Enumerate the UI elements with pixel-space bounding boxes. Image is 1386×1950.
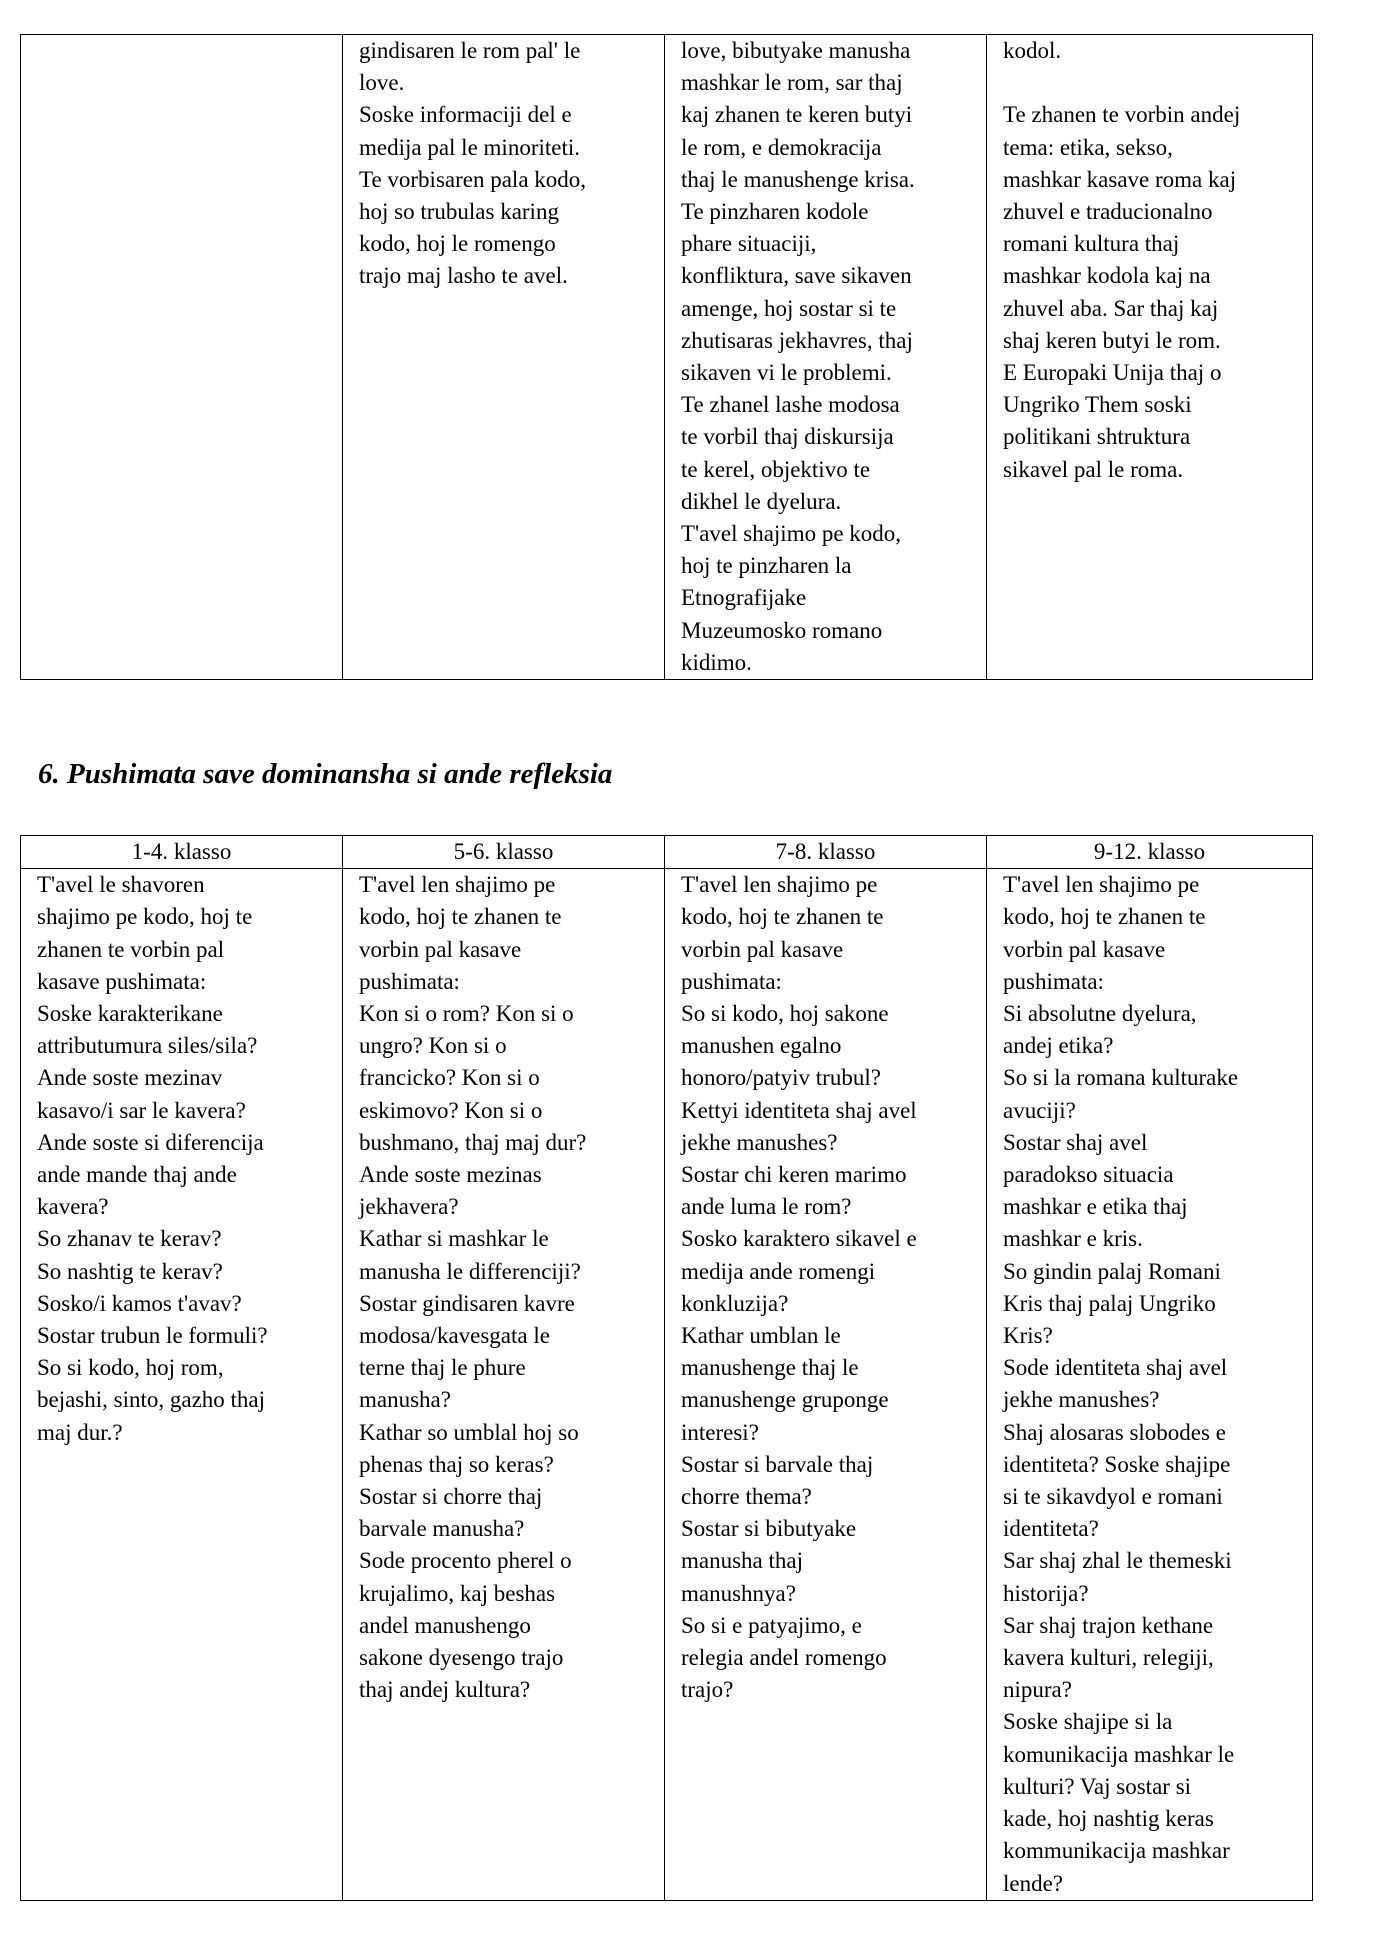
cell-line: Ande soste mezinas <box>359 1162 542 1188</box>
cell-line: kavera? <box>37 1194 109 1220</box>
cell-line: terne thaj le phure <box>359 1355 526 1381</box>
cell-line: Soske shajipe si la <box>1003 1709 1173 1735</box>
cell-line: T'avel len shajimo pe <box>359 872 556 898</box>
cell-line: phenas thaj so keras? <box>359 1451 554 1477</box>
cell-line: avuciji? <box>1003 1097 1076 1123</box>
cell-line: Sar shaj zhal le themeski <box>1003 1548 1232 1574</box>
cell-line: Kris thaj palaj Ungriko <box>1003 1290 1216 1316</box>
section-heading: 6. Pushimata save dominansha si ande refleksia <box>38 758 613 790</box>
cell-line: nipura? <box>1003 1677 1072 1703</box>
cell-line: Kathar so umblal hoj so <box>359 1419 579 1445</box>
cell-line: komunikacija mashkar le <box>1003 1741 1235 1767</box>
cell-line: le rom, e demokracija <box>681 134 882 160</box>
cell-line: Soske karakterikane <box>37 1001 223 1027</box>
column-header: 7-8. klasso <box>665 836 987 869</box>
cell-line: So gindin palaj Romani <box>1003 1258 1221 1284</box>
cell-line: zhuvel e traducionalno <box>1003 199 1213 224</box>
cell-line: love. <box>359 70 405 96</box>
cell-line: kade, hoj nashtig keras <box>1003 1806 1214 1832</box>
cell-line: amenge, hoj sostar si te <box>681 295 897 321</box>
cell-line: Sar shaj trajon kethane <box>1003 1612 1214 1638</box>
cell-line: francicko? Kon si o <box>359 1065 540 1091</box>
cell-line: krujalimo, kaj beshas <box>359 1580 556 1606</box>
cell-line: Kettyi identiteta shaj avel <box>681 1097 917 1123</box>
cell-line: trajo? <box>681 1677 734 1703</box>
cell-line: vorbin pal kasave <box>1003 936 1166 962</box>
cell-line: tema: etika, sekso, <box>1003 134 1173 160</box>
cell-line: ungro? Kon si o <box>359 1033 507 1059</box>
cell-line: Muzeumosko romano <box>681 617 883 643</box>
cell-line: paradokso situacia <box>1003 1162 1174 1188</box>
cell-line: So si kodo, hoj sakone <box>681 1001 889 1027</box>
cell-line: zhuvel aba. Sar thaj kaj <box>1003 295 1219 321</box>
cell-line: si te sikavdyol e romani <box>1003 1484 1223 1510</box>
cell-line: Sostar si barvale thaj <box>681 1451 874 1477</box>
cell-line: attributumura siles/sila? <box>37 1033 258 1059</box>
cell-line: Te pinzharen kodole <box>681 199 869 225</box>
cell-line: So nashtig te kerav? <box>37 1258 223 1284</box>
cell-line: mashkar le rom, sar thaj <box>681 70 903 96</box>
cell-line: kasave pushimata: <box>37 968 207 994</box>
cell-line: manusha le differenciji? <box>359 1258 581 1284</box>
cell-line: politikani shtruktura <box>1003 424 1191 450</box>
cell-line: konfliktura, save sikaven <box>681 263 912 289</box>
cell-line: Sode procento pherel o <box>359 1548 572 1574</box>
cell-line: pushimata: <box>1003 968 1104 994</box>
cell-line: So si la romana kulturake <box>1003 1065 1239 1091</box>
cell-line: bejashi, sinto, gazho thaj <box>37 1387 266 1413</box>
cell-line: maj dur.? <box>37 1419 123 1445</box>
cell-line: kidimo. <box>681 649 752 675</box>
table-cell <box>987 869 1313 1901</box>
cell-line: sikavel pal le roma. <box>1003 456 1184 482</box>
cell-line: medija ande romengi <box>681 1258 876 1284</box>
cell-line: T'avel shajimo pe kodo, <box>681 521 902 547</box>
cell-line: konkluzija? <box>681 1290 789 1316</box>
cell-line: kodo, hoj te zhanen te <box>359 904 562 930</box>
cell-line: chorre thema? <box>681 1484 812 1510</box>
table-header-row <box>21 836 1313 869</box>
cell-line: sakone dyesengo trajo <box>359 1645 564 1671</box>
cell-line: kodo, hoj te zhanen te <box>1003 904 1206 930</box>
cell-line: So si kodo, hoj rom, <box>37 1355 224 1381</box>
cell-line: jekhavera? <box>359 1194 459 1220</box>
cell-line: T'avel le shavoren <box>37 872 205 898</box>
cell-line: Sostar shaj avel <box>1003 1129 1148 1155</box>
cell-line: romani kultura thaj <box>1003 231 1180 257</box>
cell-line: So si e patyajimo, e <box>681 1612 862 1638</box>
table-cell <box>343 869 665 1901</box>
cell-line: honoro/patyiv trubul? <box>681 1065 881 1091</box>
cell-line: T'avel len shajimo pe <box>1003 872 1200 898</box>
cell-line: Etnografijake <box>681 585 807 611</box>
cell-line: gindisaren le rom pal' le <box>359 38 581 63</box>
cell-line: shajimo pe kodo, hoj te <box>37 904 253 930</box>
cell-line: T'avel len shajimo pe <box>681 872 878 898</box>
cell-line: Kathar si mashkar le <box>359 1226 549 1252</box>
cell-line: jekhe manushes? <box>681 1129 838 1155</box>
cell-line: thaj le manushenge krisa. <box>681 166 915 192</box>
cell-line: vorbin pal kasave <box>681 936 844 962</box>
cell-line: Te zhanen te vorbin andej <box>1003 102 1241 128</box>
cell-line: Sode identiteta shaj avel <box>1003 1355 1228 1381</box>
cell-line: ande luma le rom? <box>681 1194 852 1220</box>
cell-line: jekhe manushes? <box>1003 1387 1160 1413</box>
cell-line: kavera kulturi, relegiji, <box>1003 1645 1214 1671</box>
cell-line: identiteta? <box>1003 1516 1099 1542</box>
cell-line: kodol. <box>1003 38 1062 63</box>
cell-line: manusha? <box>359 1387 451 1413</box>
cell-line: manushnya? <box>681 1580 796 1606</box>
table-cell <box>987 35 1313 680</box>
cell-line: andel manushengo <box>359 1612 531 1638</box>
cell-line: zhanen te vorbin pal <box>37 936 225 962</box>
table-row <box>21 35 1313 680</box>
cell-line: mashkar e etika thaj <box>1003 1194 1188 1220</box>
cell-line: te vorbil thaj diskursija <box>681 424 894 450</box>
cell-line: Kris? <box>1003 1323 1053 1349</box>
cell-line: Kathar umblan le <box>681 1323 841 1349</box>
cell-line: Ande soste mezinav <box>37 1065 223 1091</box>
cell-line: medija pal le minoriteti. <box>359 134 580 160</box>
cell-line: barvale manusha? <box>359 1516 525 1542</box>
cell-line: eskimovo? Kon si o <box>359 1097 543 1123</box>
column-header: 9-12. klasso <box>987 836 1313 869</box>
cell-line: Kon si o rom? Kon si o <box>359 1001 574 1027</box>
cell-line: identiteta? Soske shajipe <box>1003 1451 1231 1477</box>
table-cell <box>665 35 987 680</box>
cell-line: shaj keren butyi le rom. <box>1003 327 1221 353</box>
cell-line: kasavo/i sar le kavera? <box>37 1097 246 1123</box>
cell-line: Sostar gindisaren kavre <box>359 1290 575 1316</box>
table-row <box>21 869 1313 1901</box>
cell-line: Ande soste si diferencija <box>37 1129 264 1155</box>
cell-line: Sostar si bibutyake <box>681 1516 857 1542</box>
table-cell <box>343 35 665 680</box>
cell-line: Sosko karaktero sikavel e <box>681 1226 917 1252</box>
cell-line: dikhel le dyelura. <box>681 488 842 514</box>
cell-line: kodo, hoj le romengo <box>359 231 556 257</box>
cell-line: Sostar si chorre thaj <box>359 1484 543 1510</box>
cell-line: Te vorbisaren pala kodo, <box>359 166 587 192</box>
cell-line: So zhanav te kerav? <box>37 1226 222 1252</box>
cell-line: ande mande thaj ande <box>37 1162 237 1188</box>
cell-line: hoj te pinzharen la <box>681 553 852 579</box>
table-cell <box>21 869 343 1901</box>
cell-line: manusha thaj <box>681 1548 803 1574</box>
cell-line: kommunikacija mashkar <box>1003 1838 1230 1864</box>
cell-line: trajo maj lasho te avel. <box>359 263 568 289</box>
cell-line: Sostar chi keren marimo <box>681 1162 907 1188</box>
continuation-table <box>20 34 1313 680</box>
cell-line: pushimata: <box>359 968 460 994</box>
cell-line: hoj so trubulas karing <box>359 199 559 225</box>
cell-line: Ungriko Them soski <box>1003 392 1192 418</box>
cell-line: Shaj alosaras slobodes e <box>1003 1419 1226 1445</box>
cell-line: Sosko/i kamos t'avav? <box>37 1290 242 1316</box>
cell-line: historija? <box>1003 1580 1089 1606</box>
cell-line: love, bibutyake manusha <box>681 38 911 63</box>
table-cell <box>665 869 987 1901</box>
cell-line: mashkar kodola kaj na <box>1003 263 1211 289</box>
cell-line: lende? <box>1003 1870 1064 1896</box>
cell-line: thaj andej kultura? <box>359 1677 531 1703</box>
cell-line: sikaven vi le problemi. <box>681 360 892 386</box>
cell-line: manushen egalno <box>681 1033 842 1059</box>
cell-line: bushmano, thaj maj dur? <box>359 1129 587 1155</box>
cell-line: kodo, hoj te zhanen te <box>681 904 884 930</box>
cell-line: mashkar e kris. <box>1003 1226 1143 1252</box>
cell-line: manushenge grupongе <box>681 1387 889 1413</box>
cell-line: relegia andel romengo <box>681 1645 887 1671</box>
cell-line: zhutisaras jekhavres, thaj <box>681 327 913 353</box>
column-header: 5-6. klasso <box>343 836 665 869</box>
cell-line: phare situaciji, <box>681 231 817 257</box>
table-cell <box>21 35 343 680</box>
cell-line: Te zhanel lashe modosa <box>681 392 900 418</box>
cell-line: vorbin pal kasave <box>359 936 522 962</box>
cell-line <box>1003 67 1308 99</box>
cell-line: andej etika? <box>1003 1033 1114 1059</box>
cell-line: te kerel, objektivo te <box>681 456 871 482</box>
column-header: 1-4. klasso <box>21 836 343 869</box>
cell-line: pushimata: <box>681 968 782 994</box>
cell-line: kaj zhanen te keren butyi <box>681 102 913 128</box>
cell-line: Sostar trubun le formuli? <box>37 1323 268 1349</box>
cell-line: interesi? <box>681 1419 759 1445</box>
cell-line: modosa/kavesgata le <box>359 1323 550 1349</box>
questions-table <box>20 835 1313 1901</box>
cell-line: kulturi? Vaj sostar si <box>1003 1773 1192 1799</box>
cell-line: mashkar kasave roma kaj <box>1003 166 1237 192</box>
cell-line: Soske informaciji del e <box>359 102 572 128</box>
cell-line: manushenge thaj le <box>681 1355 859 1381</box>
cell-line: Si absolutne dyelura, <box>1003 1001 1197 1027</box>
cell-line: E Europaki Unija thaj o <box>1003 360 1222 386</box>
